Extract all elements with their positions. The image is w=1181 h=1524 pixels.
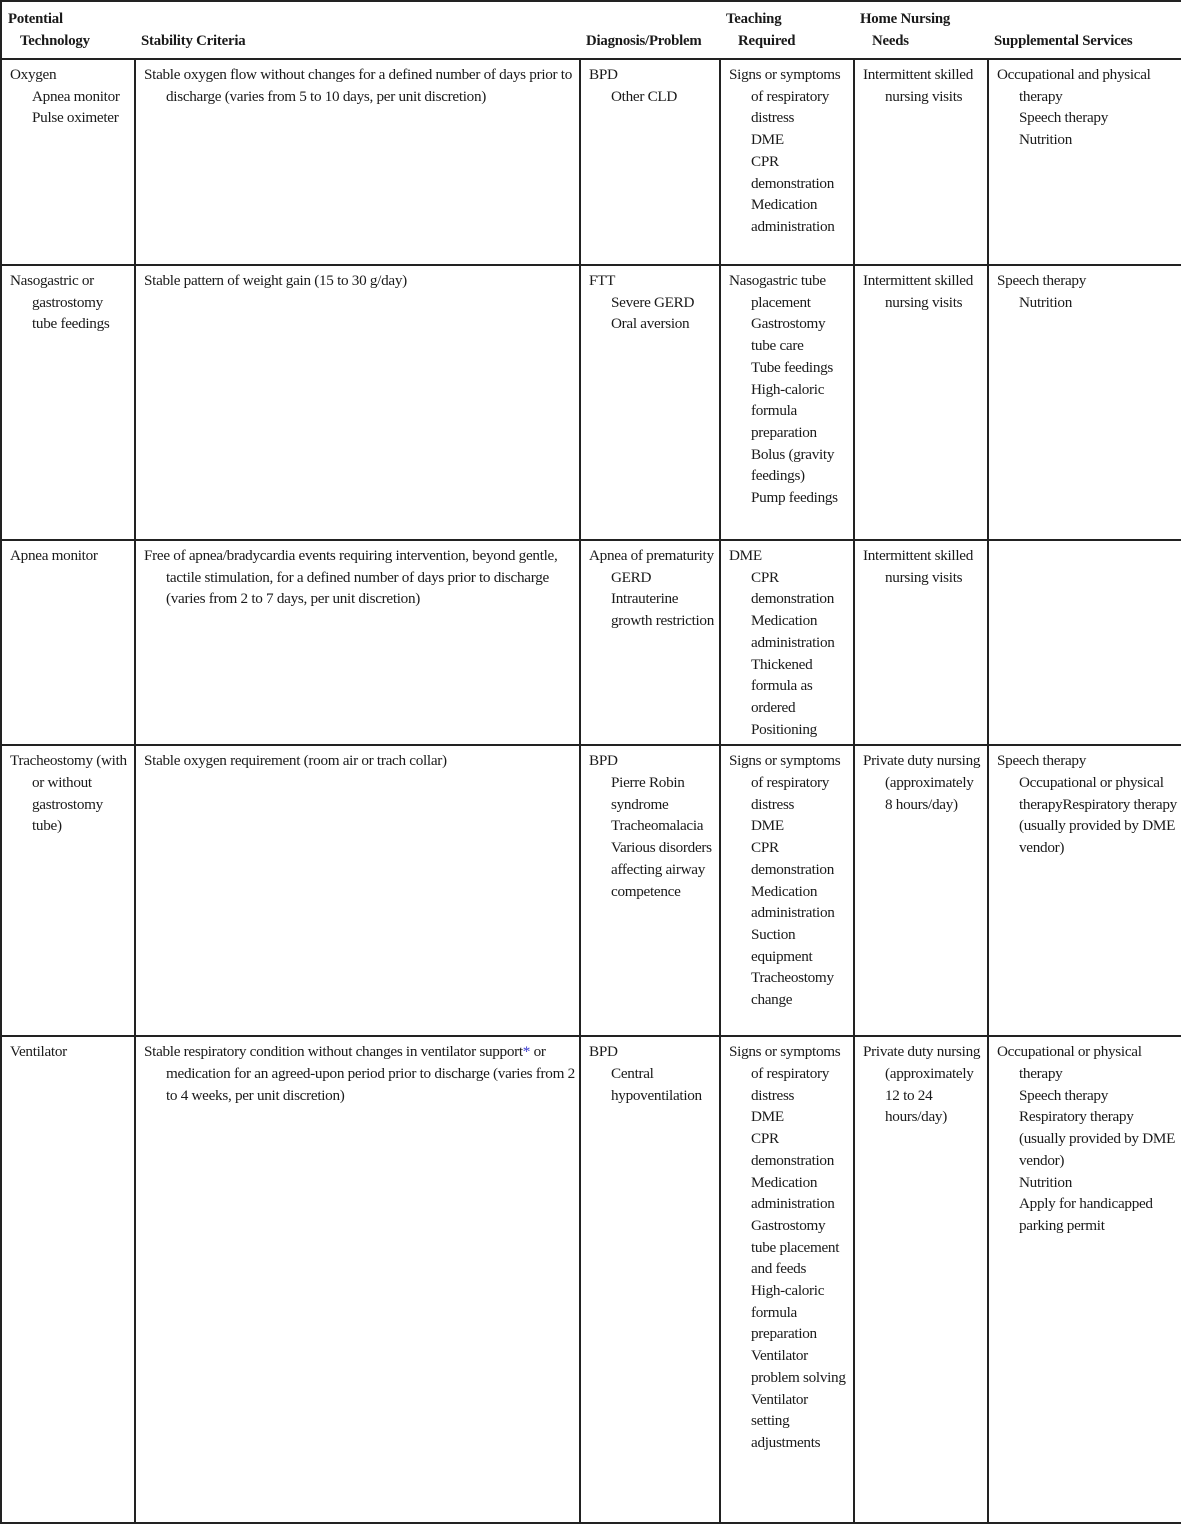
- list-item: DME: [751, 817, 784, 835]
- list-item: Ventilator: [10, 1043, 67, 1061]
- list-item: DME: [751, 131, 784, 149]
- header-line: Diagnosis/Problem: [586, 33, 702, 49]
- list-item: Apnea monitor: [32, 87, 120, 105]
- cell-supplemental: [988, 265, 1181, 540]
- header-line: Technology: [20, 33, 90, 49]
- header-line: Potential: [8, 11, 63, 27]
- cell-nursing: [854, 265, 988, 540]
- list-item: Speech therapy: [1019, 109, 1108, 127]
- cell-supplemental: [988, 1036, 1181, 1523]
- list-item: BPD: [589, 1043, 618, 1061]
- cell-technology: [1, 1036, 135, 1523]
- list-item: GERD: [611, 568, 652, 586]
- cell-supplemental: [988, 59, 1181, 265]
- list-item: Other CLD: [611, 87, 678, 105]
- list-item: High-caloric formula preparation: [751, 380, 825, 441]
- list-item: FTT: [589, 272, 616, 289]
- list-item: CPR demonstration: [751, 1130, 834, 1169]
- list-item: Respiratory therapy (usually provided by DME vendor): [1019, 1108, 1176, 1169]
- table-row: [1, 540, 1181, 745]
- cell-nursing: [854, 59, 988, 265]
- cell-supplemental: [988, 745, 1181, 1036]
- list-item: Positioning: [751, 720, 817, 738]
- stability-text-part: or medication for an agreed-upon period prior to discharge (varies from 2 to 4 weeks, per unit discretion): [166, 1043, 575, 1104]
- list-item: Apnea monitor: [10, 547, 98, 564]
- header-teaching: [720, 1, 854, 59]
- cell-technology: [1, 540, 135, 745]
- list-item: Intermittent skilled nursing visits: [863, 66, 973, 105]
- list-item: Private duty nursing (approximately 8 hours/day): [863, 752, 981, 813]
- list-item: Nutrition: [1019, 1173, 1072, 1191]
- list-item: Apnea of prematurity: [589, 547, 714, 564]
- stability-text: Stable oxygen requirement (room air or trach collar): [144, 752, 447, 770]
- list-item: Occupational and physical therapy: [997, 66, 1151, 105]
- list-item: Nutrition: [1019, 293, 1072, 311]
- list-item: Various disorders affecting airway competence: [611, 839, 712, 900]
- list-item: BPD: [589, 752, 618, 770]
- table-row: [1, 745, 1181, 1036]
- list-item: Signs or symptoms of respiratory distress: [729, 752, 841, 813]
- cell-diagnosis: [580, 59, 720, 265]
- stability-text: Stable oxygen flow without changes for a defined number of days prior to discharge (varies from 5 to 10 days, per unit discretion): [144, 66, 573, 105]
- table-row: [1, 265, 1181, 540]
- list-item: Tracheostomy change: [751, 969, 834, 1009]
- list-item: Pulse oximeter: [32, 109, 119, 127]
- cell-stability: [135, 59, 580, 265]
- cell-stability: [135, 265, 580, 540]
- list-item: High-caloric formula preparation: [751, 1282, 825, 1343]
- header-line: Required: [738, 33, 796, 49]
- list-item: Nutrition: [1019, 131, 1072, 149]
- list-item: DME: [729, 547, 762, 564]
- cell-diagnosis: [580, 540, 720, 745]
- list-item: Oxygen: [10, 66, 57, 83]
- list-item: Occupational or physical therapy: [997, 1043, 1142, 1083]
- stability-text-part: Stable respiratory condition without changes in ventilator support: [144, 1043, 523, 1061]
- cell-technology: [1, 745, 135, 1036]
- list-item: Pump feedings: [751, 489, 838, 507]
- list-item: Nasogastric or gastrostomy tube feedings: [10, 272, 110, 333]
- list-item: Intermittent skilled nursing visits: [863, 547, 973, 586]
- list-item: Private duty nursing (approximately 12 to 24 hours/day): [863, 1043, 981, 1126]
- cell-stability: [135, 1036, 580, 1523]
- list-item: Occupational or physical therapyRespiratory therapy (usually provided by DME vendor): [1019, 774, 1177, 857]
- header-supplemental: [988, 1, 1181, 59]
- list-item: Speech therapy: [1019, 1086, 1108, 1104]
- cell-diagnosis: [580, 1036, 720, 1523]
- list-item: Ventilator setting adjustments: [751, 1390, 821, 1451]
- cell-nursing: [854, 745, 988, 1036]
- list-item: Medication administration: [751, 196, 835, 235]
- table-header: [1, 1, 1181, 59]
- list-item: Bolus (gravity feedings): [751, 445, 835, 485]
- cell-diagnosis: [580, 265, 720, 540]
- header-technology: [1, 1, 135, 59]
- cell-teaching: [720, 1036, 854, 1523]
- list-item: Thickened formula as ordered: [751, 655, 813, 716]
- cell-stability: [135, 540, 580, 745]
- list-item: CPR demonstration: [751, 568, 834, 608]
- cell-nursing: [854, 540, 988, 745]
- list-item: Gastrostomy tube placement and feeds: [751, 1216, 840, 1278]
- list-item: Tracheomalacia: [611, 817, 704, 835]
- list-item: Speech therapy: [997, 272, 1086, 289]
- cell-nursing: [854, 1036, 988, 1523]
- cell-teaching: [720, 540, 854, 745]
- header-line: Teaching: [726, 11, 782, 27]
- header-row: [1, 1, 1181, 59]
- list-item: Tracheostomy (with or without gastrostomy tube): [10, 752, 127, 835]
- cell-technology: [1, 59, 135, 265]
- header-line: Home Nursing: [860, 11, 951, 27]
- header-line: Stability Criteria: [141, 33, 246, 49]
- cell-teaching: [720, 265, 854, 540]
- cell-stability: [135, 745, 580, 1036]
- list-item: Central hypoventilation: [611, 1065, 702, 1104]
- stability-text: [144, 1041, 575, 1106]
- list-item: Intrauterine growth restriction: [611, 590, 714, 630]
- stability-text: Stable pattern of weight gain (15 to 30 g/day): [144, 272, 407, 289]
- list-item: Intermittent skilled nursing visits: [863, 272, 973, 311]
- list-item: CPR demonstration: [751, 152, 834, 192]
- list-item: Gastrostomy tube care: [751, 315, 826, 355]
- cell-supplemental: [988, 540, 1181, 745]
- stability-text: Free of apnea/bradycardia events requiring intervention, beyond gentle, tactile stimulation, for a defined number of days prior to discharge (varies from 2 to 7 days, per unit discretion): [144, 547, 558, 608]
- list-item: Signs or symptoms of respiratory distress: [729, 66, 841, 127]
- list-item: Speech therapy: [997, 752, 1086, 770]
- header-diagnosis: [580, 1, 720, 59]
- list-item: BPD: [589, 66, 618, 83]
- list-item: CPR demonstration: [751, 839, 834, 878]
- header-line: Needs: [872, 33, 909, 49]
- list-item: Medication administration: [751, 882, 835, 922]
- list-item: DME: [751, 1108, 784, 1126]
- header-line: Supplemental Services: [994, 33, 1133, 49]
- list-item: Oral aversion: [611, 315, 690, 333]
- table-body: [1, 59, 1181, 1523]
- list-item: Signs or symptoms of respiratory distress: [729, 1043, 841, 1104]
- list-item: Nasogastric tube placement: [729, 272, 826, 311]
- table-row: [1, 1036, 1181, 1523]
- list-item: Medication administration: [751, 1173, 835, 1213]
- cell-diagnosis: [580, 745, 720, 1036]
- header-nursing: [854, 1, 988, 59]
- list-item: Ventilator problem solving: [751, 1347, 846, 1386]
- list-item: Medication administration: [751, 612, 835, 651]
- list-item: Apply for handicapped parking permit: [1019, 1195, 1153, 1234]
- list-item: Suction equipment: [751, 925, 813, 965]
- cell-teaching: [720, 59, 854, 265]
- list-item: Pierre Robin syndrome: [611, 774, 685, 813]
- list-item: Tube feedings: [751, 358, 834, 376]
- footnote-link[interactable]: *: [522, 1043, 531, 1061]
- header-stability: [135, 1, 580, 59]
- table-row: [1, 59, 1181, 265]
- cell-teaching: [720, 745, 854, 1036]
- list-item: Severe GERD: [611, 293, 695, 311]
- cell-technology: [1, 265, 135, 540]
